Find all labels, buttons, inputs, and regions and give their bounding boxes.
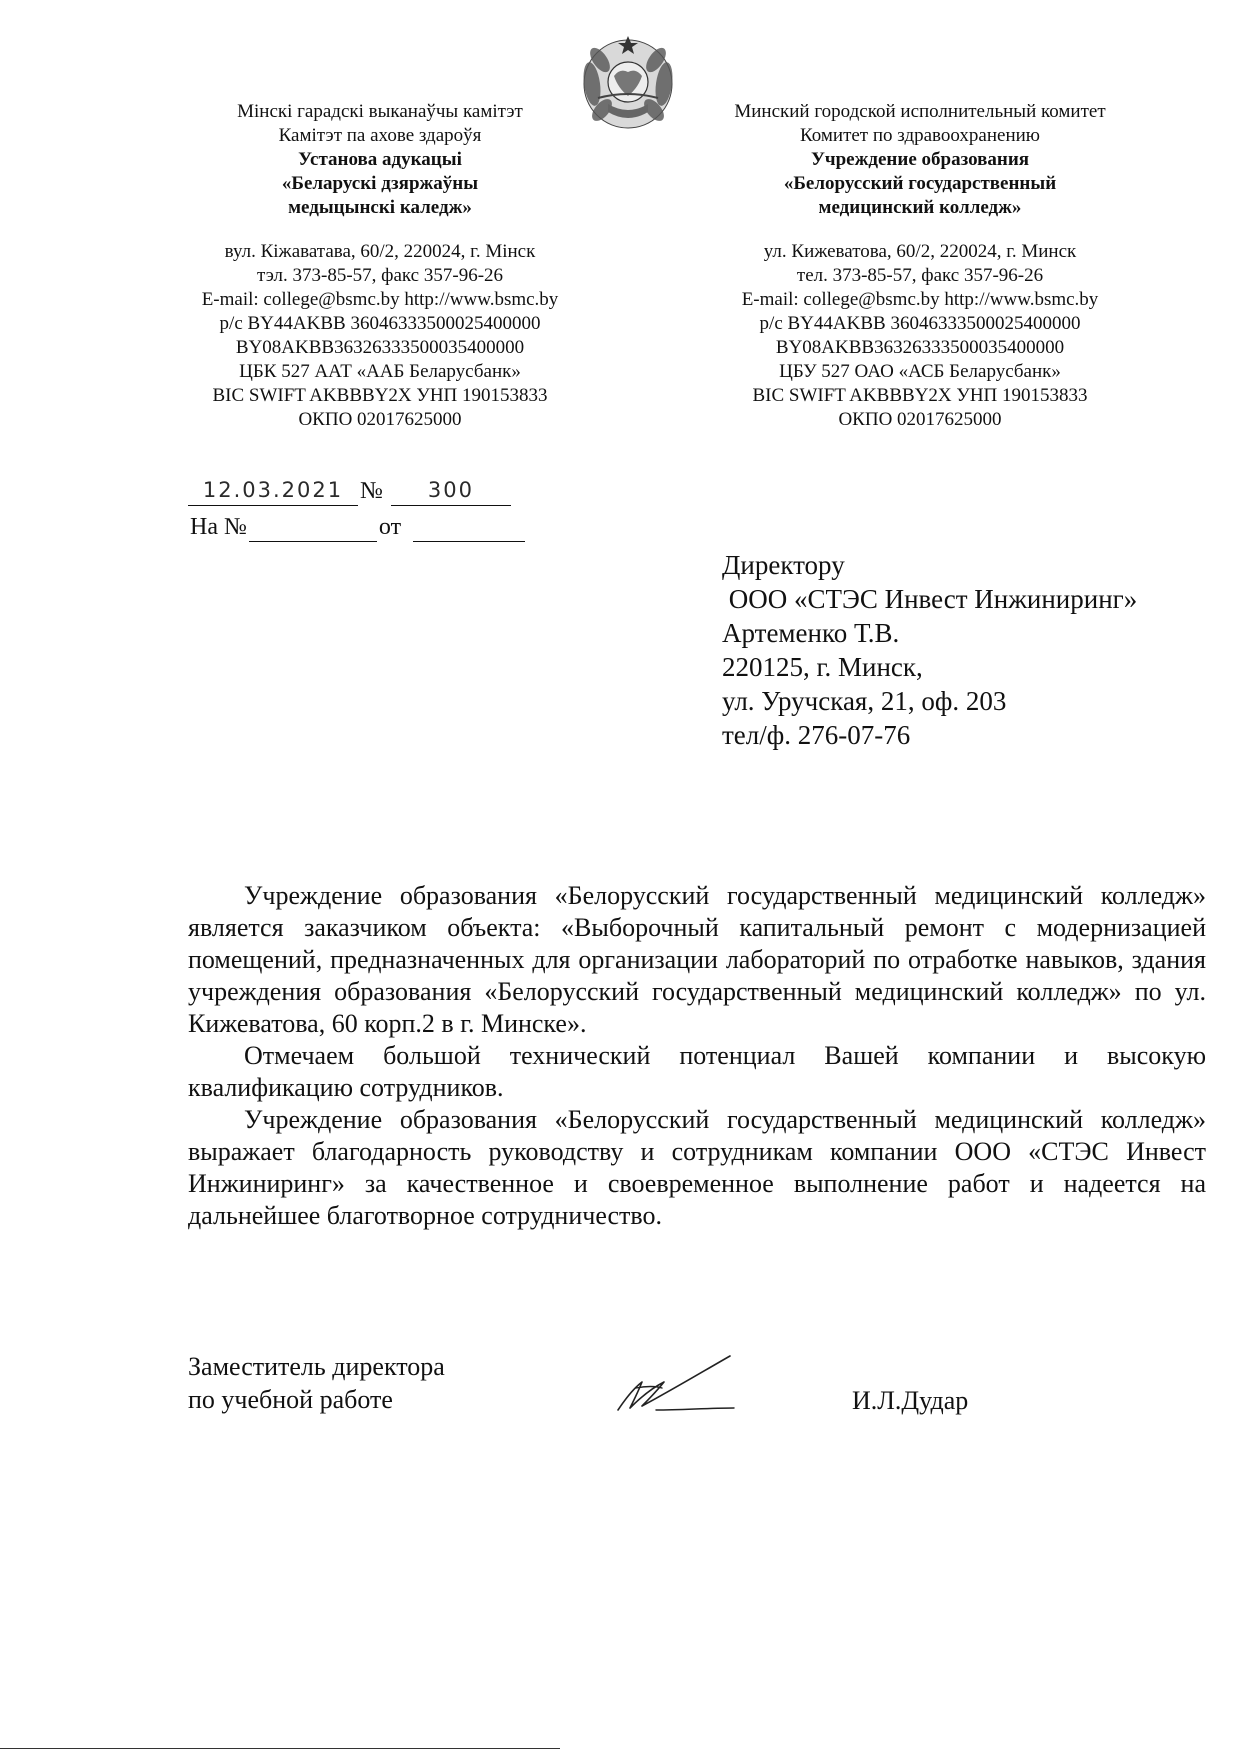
- position-line: по учебной работе: [188, 1385, 393, 1414]
- contact-line: р/с BY44AKBB 36046333500025400000: [219, 313, 541, 334]
- contact-line: E-mail: college@bsmc.by http://www.bsmc.by: [741, 289, 1099, 310]
- letterhead-line: Минский городской исполнительный комитет: [734, 101, 1106, 122]
- ref-number-label: На №: [190, 514, 247, 540]
- footer-rule: [0, 1748, 560, 1749]
- letterhead-belarusian: [165, 100, 595, 432]
- contact-line: ОКПО 02017625000: [298, 409, 462, 430]
- letterhead-line: Мінскі гарадскі выканаўчы камітэт: [237, 101, 523, 122]
- letterhead-line: медыцынскі каледж»: [288, 197, 472, 218]
- from-label: от: [378, 514, 402, 540]
- contact-line: ЦБУ 527 ОАО «АСБ Беларусбанк»: [779, 361, 1061, 382]
- letterhead-line: Камітэт па ахове здароўя: [278, 125, 482, 146]
- letterhead-line: медицинский колледж»: [818, 197, 1022, 218]
- contact-line: BIC SWIFT AKBBBY2X УНП 190153833: [752, 385, 1088, 406]
- ref-date-field: [413, 511, 525, 542]
- body-paragraph: Отмечаем большой технический потенциал Вашей компании и высокую квалификацию сотрудников.: [188, 1041, 1206, 1102]
- position-line: Заместитель директора: [188, 1352, 445, 1381]
- contact-line: ул. Кижеватова, 60/2, 220024, г. Минск: [763, 241, 1077, 262]
- addressee-line: ООО «СТЭС Инвест Инжиниринг»: [722, 584, 1138, 614]
- contact-line: р/с BY44AKBB 36046333500025400000: [759, 313, 1081, 334]
- body-paragraph: Учреждение образования «Белорусский государственный медицинский колледж» является заказчиком объекта: «Выборочный капитальный ремонт с модернизацией помещений, предназначенных для организации лабораторий по отработке навыков, здания учреждения образования «Белорусский государственный медицинский колледж» по ул. Кижеватова, 60 корп.2 в г. Минске».: [188, 881, 1206, 1038]
- contact-line: E-mail: college@bsmc.by http://www.bsmc.by: [201, 289, 559, 310]
- contact-line: ОКПО 02017625000: [838, 409, 1002, 430]
- letterhead-russian: [705, 100, 1135, 432]
- contact-line: BIC SWIFT AKBBBY2X УНП 190153833: [212, 385, 548, 406]
- letter-body: [188, 880, 1206, 1232]
- addressee-line: тел/ф. 276-07-76: [722, 720, 911, 750]
- ref-number-field: [249, 511, 377, 542]
- letterhead-line: Установа адукацыі: [298, 149, 462, 170]
- contact-line: ЦБК 527 ААТ «ААБ Беларусбанк»: [239, 361, 521, 382]
- signatory-name: И.Л.Дудар: [852, 1386, 969, 1415]
- letterhead-line: «Белорусский государственный: [783, 173, 1057, 194]
- letterhead-line: «Беларускі дзяржаўны: [281, 173, 479, 194]
- number-label: №: [360, 478, 383, 504]
- body-paragraph: Учреждение образования «Белорусский государственный медицинский колледж» выражает благодарность руководству и сотрудникам компании ООО «СТЭС Инвест Инжиниринг» за качественное и своевременное выполнение работ и надеется на дальнейшее благотворное сотрудничество.: [188, 1105, 1206, 1230]
- contact-line: тэл. 373-85-57, факс 357-96-26: [256, 265, 504, 286]
- outgoing-date: 12.03.2021: [188, 475, 358, 506]
- contact-line: вул. Кіжаватава, 60/2, 220024, г. Мінск: [224, 241, 536, 262]
- registration-block: [188, 470, 548, 542]
- contact-line: BY08AKBB36326333500035400000: [775, 337, 1065, 358]
- addressee-line: Директору: [722, 550, 845, 580]
- addressee-line: Артеменко Т.В.: [722, 618, 900, 648]
- outgoing-number: 300: [391, 475, 511, 506]
- addressee-block: [722, 548, 1202, 752]
- addressee-line: ул. Уручская, 21, оф. 203: [722, 686, 1007, 716]
- contact-line: BY08AKBB36326333500035400000: [235, 337, 525, 358]
- signatory-position: [188, 1350, 548, 1416]
- handwritten-signature: [612, 1348, 752, 1418]
- contact-line: тел. 373-85-57, факс 357-96-26: [796, 265, 1044, 286]
- addressee-line: 220125, г. Минск,: [722, 652, 923, 682]
- letterhead-line: Учреждение образования: [810, 149, 1030, 170]
- letterhead-line: Комитет по здравоохранению: [800, 125, 1040, 146]
